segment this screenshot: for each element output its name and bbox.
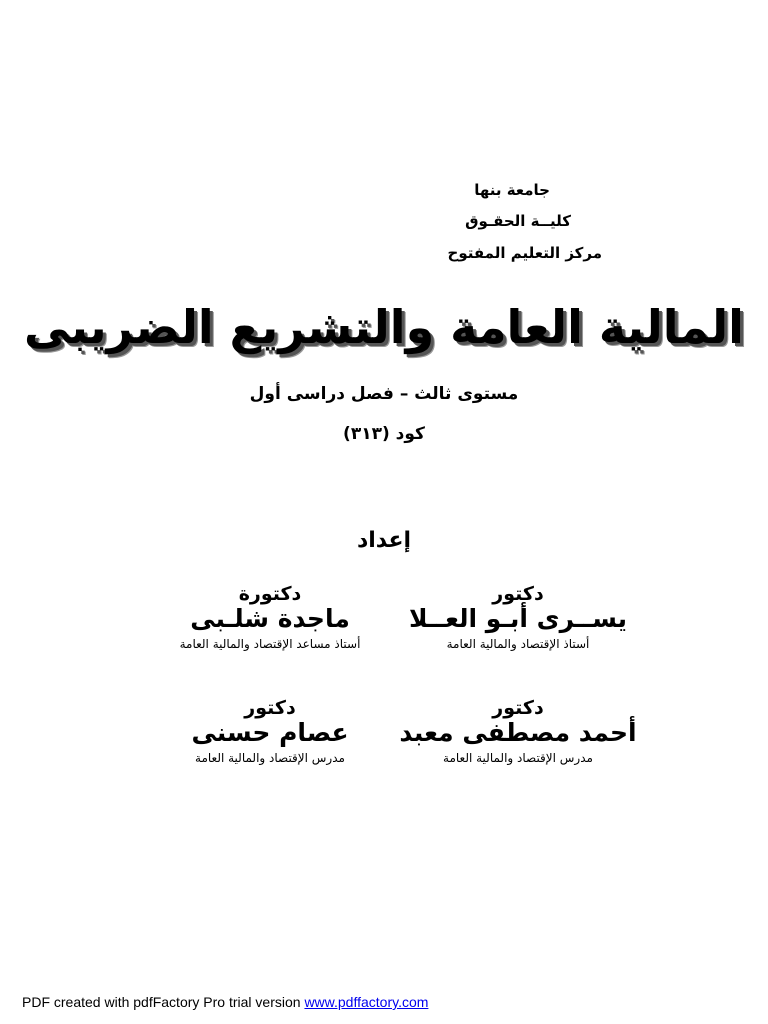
footer-link[interactable]: www.pdffactory.com [304,994,429,1010]
author-position: أستاذ الإقتصاد والمالية العامة [446,637,590,651]
pdf-footer [22,994,428,1010]
author-name: ماجدة شلـبى [190,604,350,633]
author-position: مدرس الإقتصاد والمالية العامة [443,751,593,765]
document-title: المالية العامة والتشريع الضريبى [24,300,744,354]
prepared-by-heading: إعداد [356,528,412,553]
author-block [120,584,420,654]
center-name: مركز التعليم المفتوح [447,244,602,262]
faculty-name: كليــة الحقـوق [465,212,571,230]
author-position: أستاذ مساعد الإقتصاد والمالية العامة [179,637,361,651]
author-name: عصام حسنى [191,718,349,747]
author-name: أحمد مصطفى معبد [399,718,637,747]
author-degree: دكتورة [238,583,302,605]
author-block [120,698,420,768]
author-name: يســرى أبـو العــلا [408,604,628,633]
author-degree: دكتور [244,697,296,719]
course-code: كود (٣١٣) [343,424,425,444]
author-degree: دكتور [492,583,544,605]
course-level: مستوى ثالث – فصل دراسى أول [249,384,519,404]
author-position: مدرس الإقتصاد والمالية العامة [195,751,345,765]
university-name: جامعة بنها [474,181,550,199]
footer-text: PDF created with pdfFactory Pro trial version [22,994,305,1010]
author-degree: دكتور [492,697,544,719]
